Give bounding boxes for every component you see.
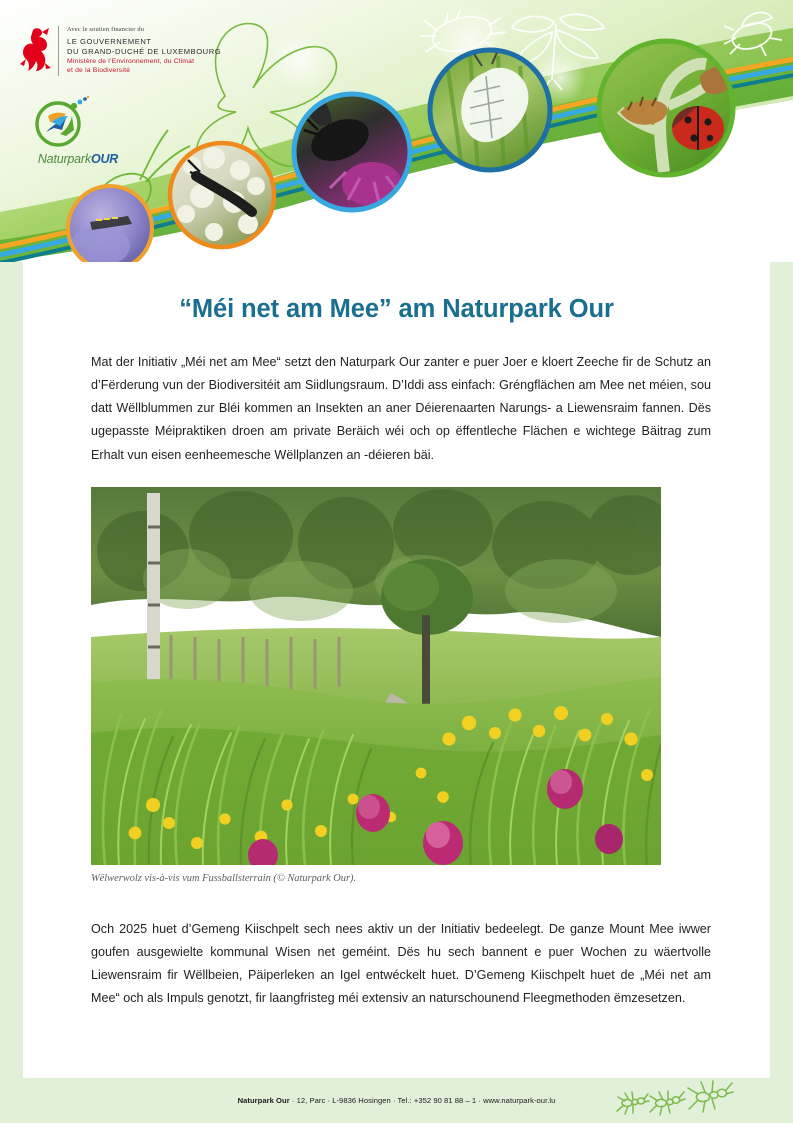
- footer-details: · 12, Parc · L-9836 Hosingen · Tel.: +352 90 81 88 – 1 · www.naturpark-our.lu: [289, 1096, 556, 1105]
- body-paragraph-2: Och 2025 huet d’Gemeng Kiischpelt sech nees aktiv un der Initiativ bedeelegt. De ganze Mount Mee iwwer goufen ausgewielte kommunal Wisen net geméint. Dës hu sech bannent e puer Wochen zu wäertvolle Liewensraim fir Wëllbeien, Päiperleken an Igel entwéckelt huet. D’Gemeng Kiischpelt huet de „Méi net am Mee“ och als Impuls genotzt, fir laangfristeg méi extensiv an naturschounend Fleegmethoden ëmzesetzen.: [91, 921, 711, 1006]
- sponsor-divider: [58, 26, 59, 76]
- meadow-photograph: [91, 487, 661, 865]
- header-circle-photo-1: [68, 186, 152, 262]
- government-line-2: DU GRAND-DUCHÉ DE LUXEMBOURG: [67, 47, 222, 57]
- government-line-1: LE GOUVERNEMENT: [67, 37, 152, 47]
- ministry-line-1: Ministère de l’Environnement, du Climat: [67, 58, 195, 66]
- sponsor-support-line: Avec le soutien financier du: [67, 26, 145, 33]
- naturpark-our-logo-icon: [30, 92, 90, 150]
- ants-outline-icon: [607, 1077, 757, 1119]
- header-circle-photo-4: [430, 50, 550, 172]
- page-title: “Méi net am Mee” am Naturpark Our: [179, 295, 614, 324]
- naturpark-our-wordmark: [30, 152, 126, 166]
- header-circle-photo-5: [598, 40, 737, 176]
- birch-trunk: [147, 493, 160, 693]
- wordmark-naturpark: Naturpark: [37, 152, 91, 166]
- header-circle-photo-2: [170, 143, 274, 247]
- page-footer: [0, 1078, 793, 1123]
- luxembourg-red-lion-icon: [18, 26, 52, 74]
- header-circle-photo-3: [294, 94, 410, 210]
- ministry-line-2: et de la Biodiversité: [67, 67, 131, 75]
- header-banner: [0, 0, 793, 262]
- wordmark-our: OUR: [90, 152, 119, 166]
- footer-contact-line: [238, 1096, 556, 1105]
- photo-block: [91, 487, 661, 884]
- footer-organisation: Naturpark Our: [237, 1096, 290, 1105]
- body-paragraph-1: Mat der Initiativ „Méi net am Mee“ setzt den Naturpark Our zanter e puer Joer e kloert Zeeche fir de Schutz an d’Fërderung vun der Biodiversitéit am Siidlungsraum. D’Iddi ass einfach: Gréngflächen am Mee net méien, sou datt Wëllblummen zur Bléi kommen an Insekten an aner Déierenaarten Narungs- a Liewensraim fannen. Dës ugepasste Méipraktiken droen am private Beräich wéi och op ëffentleche Flächen e wichtege Bäitrag zum Erhalt vun eisen eenheemesche Wëllplanzen an -déieren bäi.: [91, 354, 711, 462]
- naturpark-our-logo[interactable]: [30, 92, 126, 166]
- photo-caption: Wëlwerwolz vis-à-vis vum Fussballsterrain (© Naturpark Our).: [91, 873, 357, 884]
- sponsor-block: [18, 26, 221, 76]
